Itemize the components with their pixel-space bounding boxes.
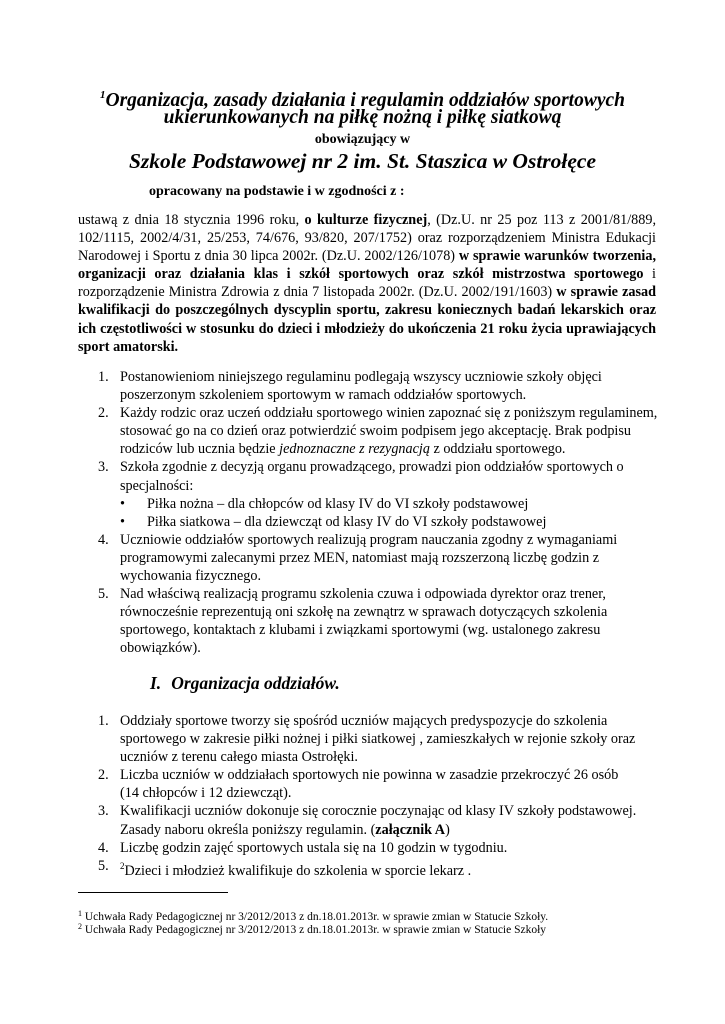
document-title-line1: $^1$Organizacja, zasady działania i regulamin oddziałów sportowych bbox=[99, 89, 626, 111]
list-item: 2. Każdy rodzic oraz uczeń oddziału sportowego winien zapoznać się z poniższym regulaminem, stosować go na co dzień oraz potwierdzić swoim podpisem jego akceptację. Brak podpisu rodziców lub ucznia będzie jednoznaczne z rezygnacją z oddziału sportowego. bbox=[98, 405, 658, 458]
bullet-icon: • bbox=[120, 495, 125, 512]
footnote-2: $^2$ Uchwała Rady Pedagogicznej nr 3/2012/2013 z dn.18.01.2013r. w sprawie zmian w Statucie Szkoły bbox=[78, 922, 547, 936]
intro-list bbox=[78, 368, 658, 658]
footnote-1: $^1$ Uchwała Rady Pedagogicznej nr 3/2012/2013 z dn.18.01.2013r. w sprawie zmian w Statucie Szkoły. bbox=[78, 909, 549, 923]
list-item: 2. Liczba uczniów w oddziałach sportowych nie powinna w zasadzie przekroczyć 26 osób (14 chłopców i 12 dziewcząt). bbox=[98, 767, 619, 802]
list-item: 4. Uczniowie oddziałów sportowych realizują program nauczania zgodny z wymaganiami programowymi zalecanymi przez MEN, natomiast mają rozszerzoną liczbę godzin z wychowania fizycznego. bbox=[98, 531, 618, 585]
list-item: 1. Postanowieniom niniejszego regulaminu podlegają wszyscy uczniowie szkoły objęci poszerzonym szkoleniem sportowym w ramach oddziałów sportowych. bbox=[98, 369, 602, 404]
footnote-ref-2: 2 bbox=[120, 860, 125, 871]
organization-list bbox=[78, 712, 658, 880]
list-item: 3. Szkoła zgodnie z decyzją organu prowadzącego, prowadzi pion oddziałów sportowych o specjalności: • Piłka nożna – dla chłopców od klasy IV do VI szkoły podstawowej • Piłka siatkowa – dla dziewcząt od klasy IV do VI szkoły podstawowej bbox=[78, 458, 658, 530]
document-subtitle: obowiązujący w bbox=[314, 132, 411, 147]
list-item: 4. Liczbę godzin zajęć sportowych ustala się na 10 godzin w tygodniu. bbox=[98, 839, 508, 856]
bullet-item: • Piłka nożna – dla chłopców od klasy IV do VI szkoły podstawowej bbox=[120, 495, 529, 512]
list-item: 3. Kwalifikacji uczniów dokonuje się corocznie poczynając od klasy IV szkoły podstawowej. Zasady naboru określa poniższy regulamin. (załącznik A) bbox=[98, 803, 637, 838]
footnote-ref-1: 1 bbox=[99, 89, 106, 101]
section-heading-organization: I. Organizacja oddziałów. bbox=[150, 673, 340, 693]
list-item: 5. $^2$Dzieci i młodzież kwalifikuje do szkolenia w sporcie lekarz . bbox=[98, 857, 472, 879]
list-item: 1. Oddziały sportowe tworzy się spośród uczniów mających predyspozycje do szkolenia sportowego w zakresie piłki nożnej i piłki siatkowej , zamieszkałych w rejonie szkoły oraz uczniów z terenu całego miasta Ostrołęki. bbox=[98, 713, 636, 766]
basis-heading: opracowany na podstawie i w zgodności z : bbox=[149, 184, 405, 199]
footnote-divider bbox=[78, 892, 228, 893]
bullet-icon: • bbox=[120, 513, 125, 530]
school-name: Szkole Podstawowej nr 2 im. St. Staszica w Ostrołęce bbox=[128, 149, 597, 173]
list-item: 5. Nad właściwą realizacją programu szkolenia czuwa i odpowiada dyrektor oraz trener, równocześnie reprezentują oni szkołę na zewnątrz w sprawach dotyczących szkolenia sportowego, kontaktach z klubami i związkami sportowymi (wg. ustalonego zakresu obowiązków). bbox=[98, 586, 608, 657]
document-title-line2: ukierunkowanych na piłkę nożną i piłkę siatkową bbox=[163, 107, 562, 128]
specialties-list bbox=[120, 495, 658, 531]
legal-basis-paragraph: ustawą z dnia 18 stycznia 1996 roku, o kulturze fizycznej, (Dz.U. nr 25 poz 113 z 2001/81/889, 102/1115, 2002/4/31, 25/253, 74/676, 93/820, 207/1752) oraz rozporządzeniem Ministra Edukacji Narodowej i Sportu z dnia 30 lipca 2002r. (Dz.U. 2002/126/1078) w sprawie warunków tworzenia, organizacji oraz działania klas i szkół sportowych oraz szkół mistrzostwa sportowego i rozporządzenie Ministra Zdrowia z dnia 7 listopada 2002r. (Dz.U. 2002/191/1603) w sprawie zasad kwalifikacji do poszczególnych dyscyplin sportu, zakresu koniecznych badań lekarskich oraz ich częstotliwości w stosunku do dzieci i młodzieży do ukończenia 21 roku życia uprawiających sport amatorski. bbox=[78, 212, 657, 355]
bullet-item: • Piłka siatkowa – dla dziewcząt od klasy IV do VI szkoły podstawowej bbox=[120, 513, 547, 530]
